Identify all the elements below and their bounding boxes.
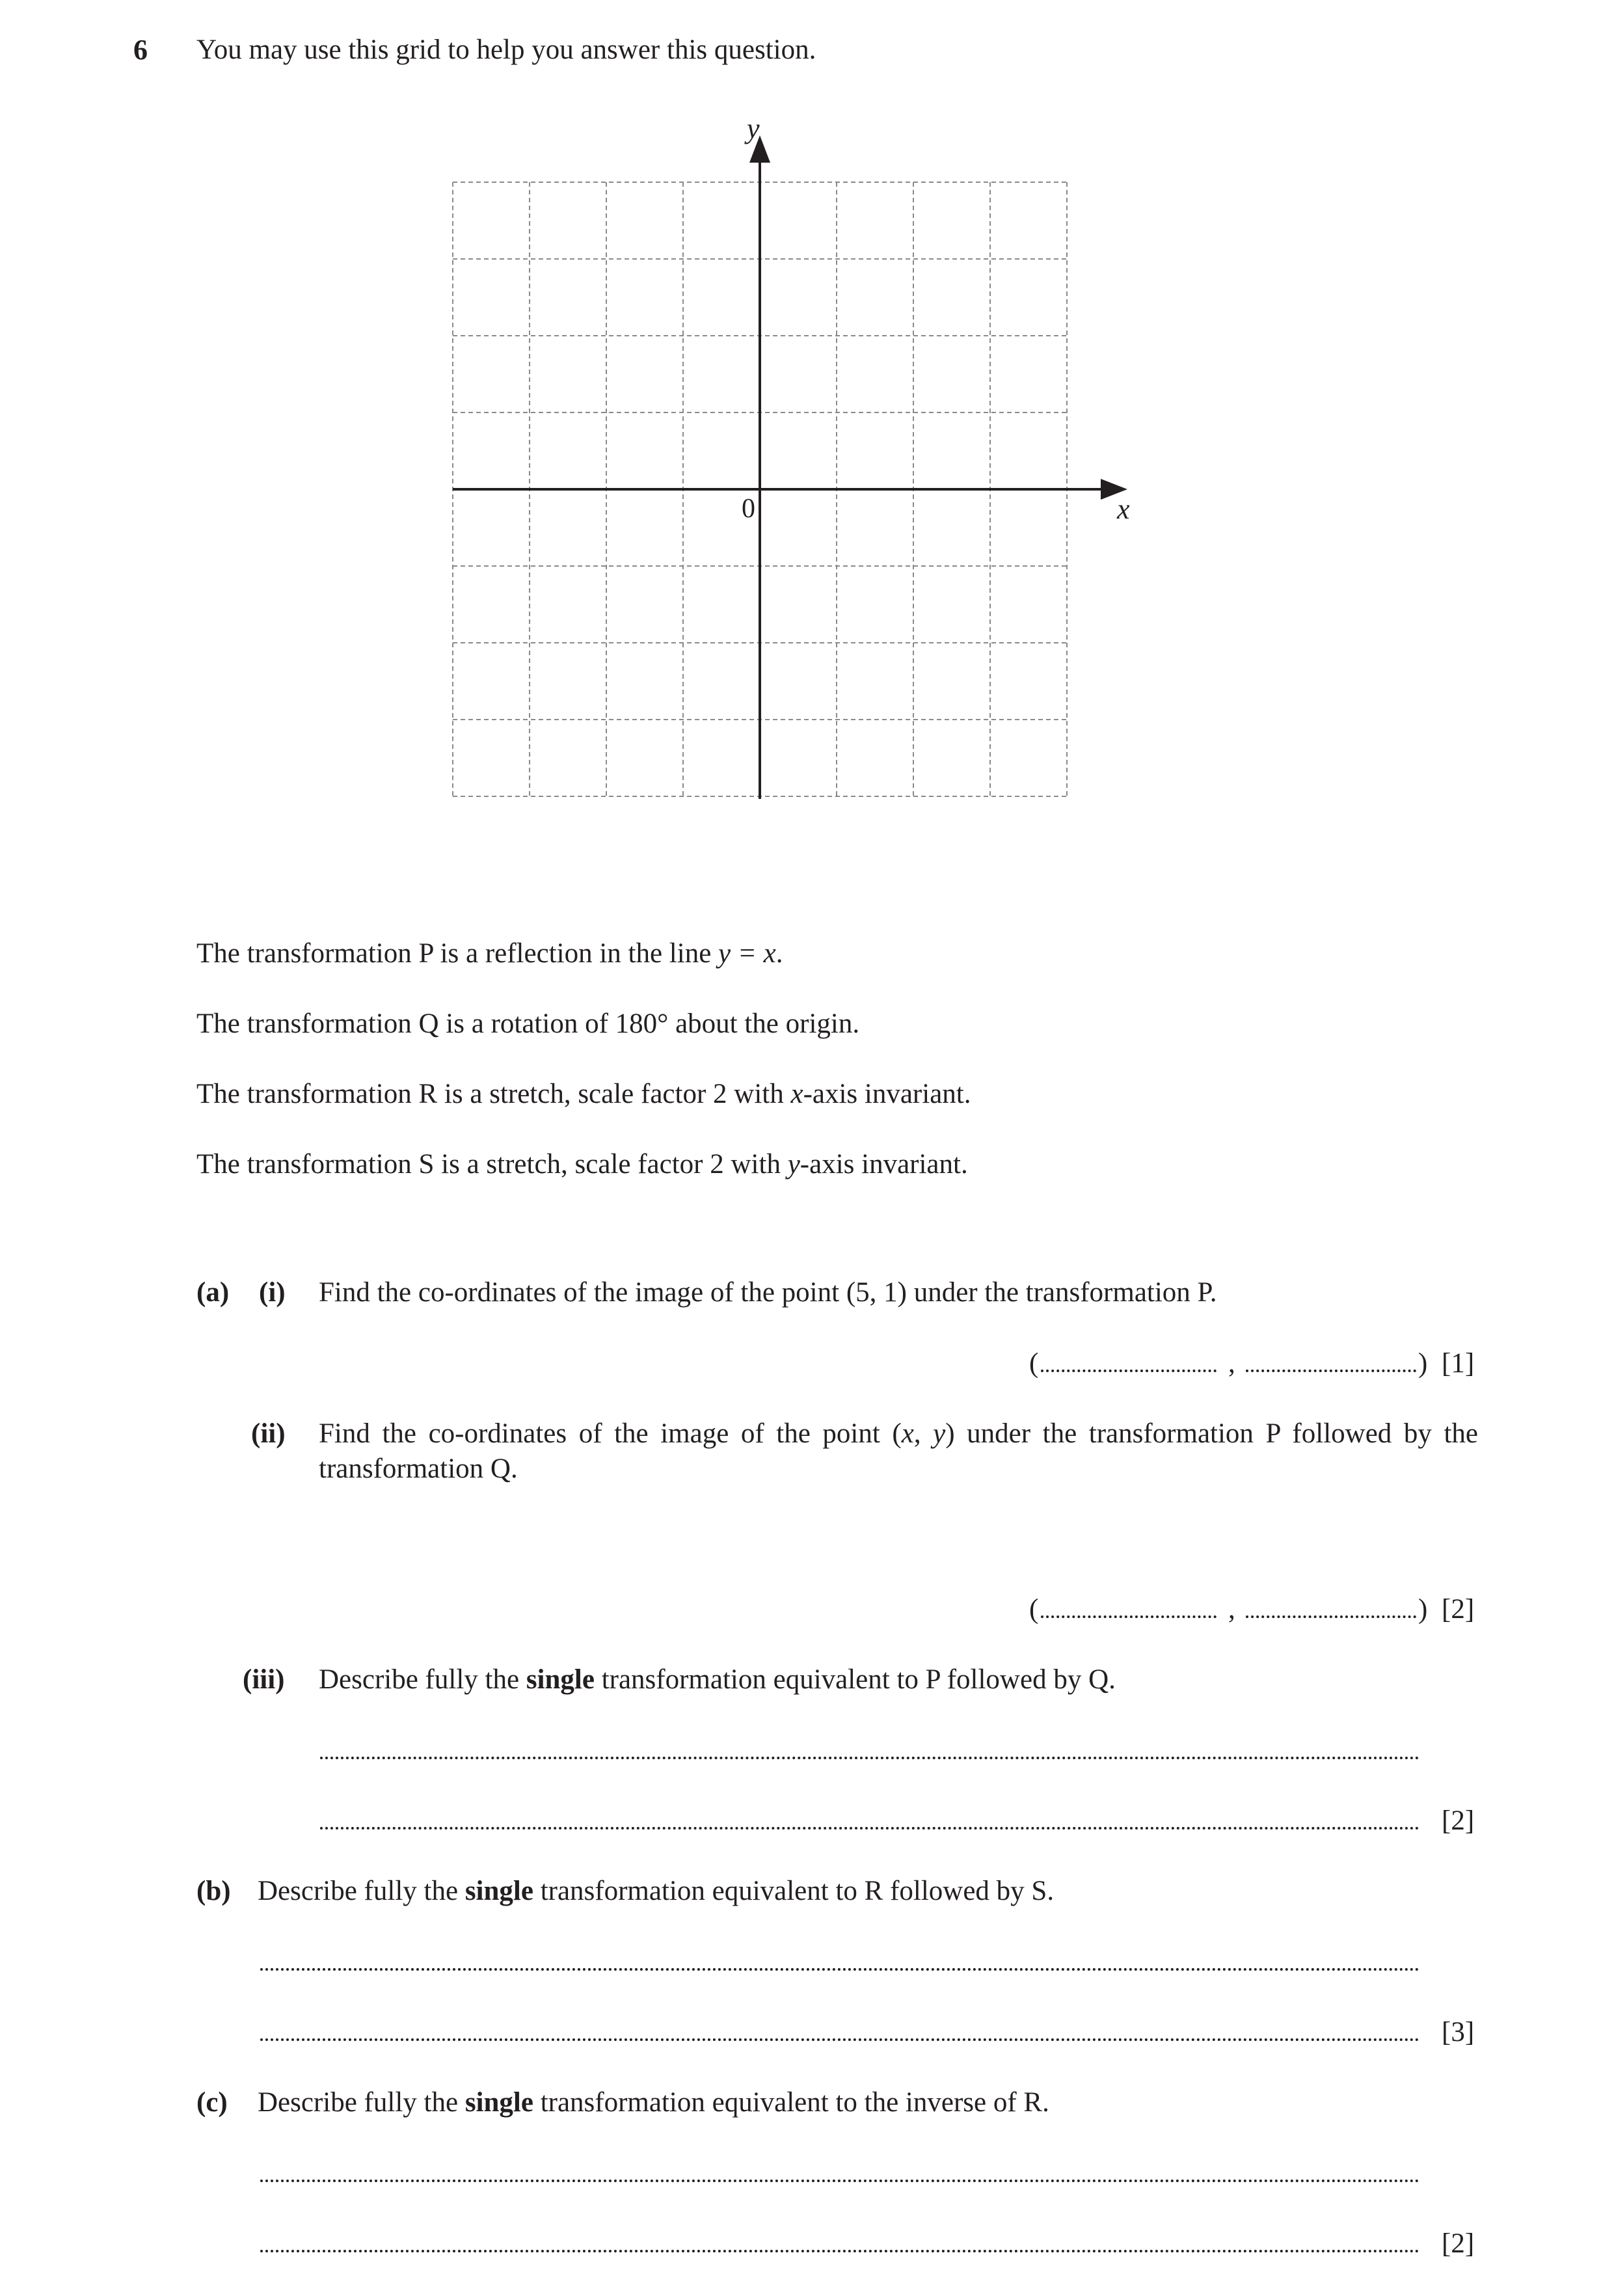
part-a-ii-line2: transformation Q. [319,1453,518,1484]
part-a-label: (a) [196,1277,230,1308]
transformation-s-math: y [787,1149,800,1180]
part-b-label: (b) [196,1876,231,1906]
answer-line-c-1[interactable] [260,2180,1419,2182]
answer-close-paren: ) [1418,1348,1428,1379]
answer-comma: , [1228,1594,1235,1625]
part-a-ii-label: (ii) [251,1418,286,1449]
part-b-text-end: transformation equivalent to R followed by S. [533,1876,1055,1906]
answer-comma: , [1228,1348,1235,1379]
transformation-p [196,939,783,967]
marks-a-i: [1] [1442,1348,1475,1379]
part-a-ii-math-y: y [933,1418,946,1449]
question-number: 6 [133,34,148,66]
part-a-iii-emphasis: single [526,1664,595,1695]
part-a-iii-text-end: transformation equivalent to P followed by Q. [594,1664,1116,1695]
answer-line-c-2[interactable] [260,2250,1419,2252]
transformation-r-text: The transformation R is a stretch, scale factor 2 with [196,1079,791,1109]
marks-a-iii: [2] [1442,1805,1475,1836]
marks-a-ii: [2] [1442,1594,1475,1625]
answer-open-paren: ( [1029,1594,1039,1625]
transformation-s [196,1150,968,1178]
transformation-p-text: The transformation P is a reflection in the line [196,938,719,969]
answer-line-b-2[interactable] [260,2038,1419,2041]
answer-x-field[interactable] [1041,1615,1217,1618]
answer-y-field[interactable] [1246,1370,1416,1372]
part-a-iii-text [319,1666,1116,1694]
part-c-label: (c) [196,2087,228,2118]
transformation-q-text: The transformation Q is a rotation of 180° about the origin. [196,1008,860,1039]
answer-y-field[interactable] [1246,1615,1416,1618]
marks-b: [3] [1442,2017,1475,2047]
part-b-text [258,1877,1054,1905]
transformation-r [196,1080,971,1108]
transformation-s-text: The transformation S is a stretch, scale factor 2 with [196,1149,788,1180]
part-a-ii-line1 [319,1420,1478,1448]
part-a-ii-text-start: Find the co-ordinates of the image of the point ( [319,1418,902,1449]
answer-line-a-iii-2[interactable] [320,1827,1419,1830]
coordinate-grid [0,0,1614,846]
answer-line-a-iii-1[interactable] [320,1757,1419,1759]
y-axis-label: y [747,113,760,144]
part-c-text-start: Describe fully the [258,2087,465,2118]
part-c-text [258,2088,1049,2116]
transformation-p-end: . [775,938,783,969]
part-a-ii-text-end: ) under the transformation P followed by the [945,1418,1478,1449]
answer-x-field[interactable] [1041,1370,1217,1372]
part-a-iii-label: (iii) [243,1664,285,1695]
part-a-iii-text-start: Describe fully the [319,1664,526,1695]
transformation-p-math: y = x [718,938,776,969]
transformation-q [196,1010,859,1038]
part-a-i-text: Find the co-ordinates of the image of the point (5, 1) under the transformation P. [319,1277,1217,1308]
answer-open-paren: ( [1029,1348,1039,1379]
transformation-s-end: -axis invariant. [800,1149,968,1180]
answer-close-paren: ) [1418,1594,1428,1625]
part-a-i-label: (i) [259,1277,286,1308]
marks-c: [2] [1442,2228,1475,2259]
x-axis-label: x [1117,493,1130,525]
answer-line-b-1[interactable] [260,1968,1419,1971]
part-b-emphasis: single [464,1876,533,1906]
part-a-ii-math-x: x [901,1418,914,1449]
question-intro: You may use this grid to help you answer this question. [196,34,816,65]
part-a-ii-comma: , [913,1418,934,1449]
transformation-r-end: -axis invariant. [803,1079,971,1109]
part-c-text-end: transformation equivalent to the inverse of R. [533,2087,1049,2118]
transformation-r-math: x [790,1079,803,1109]
origin-label: 0 [742,494,755,524]
part-b-text-start: Describe fully the [258,1876,465,1906]
part-c-emphasis: single [464,2087,533,2118]
